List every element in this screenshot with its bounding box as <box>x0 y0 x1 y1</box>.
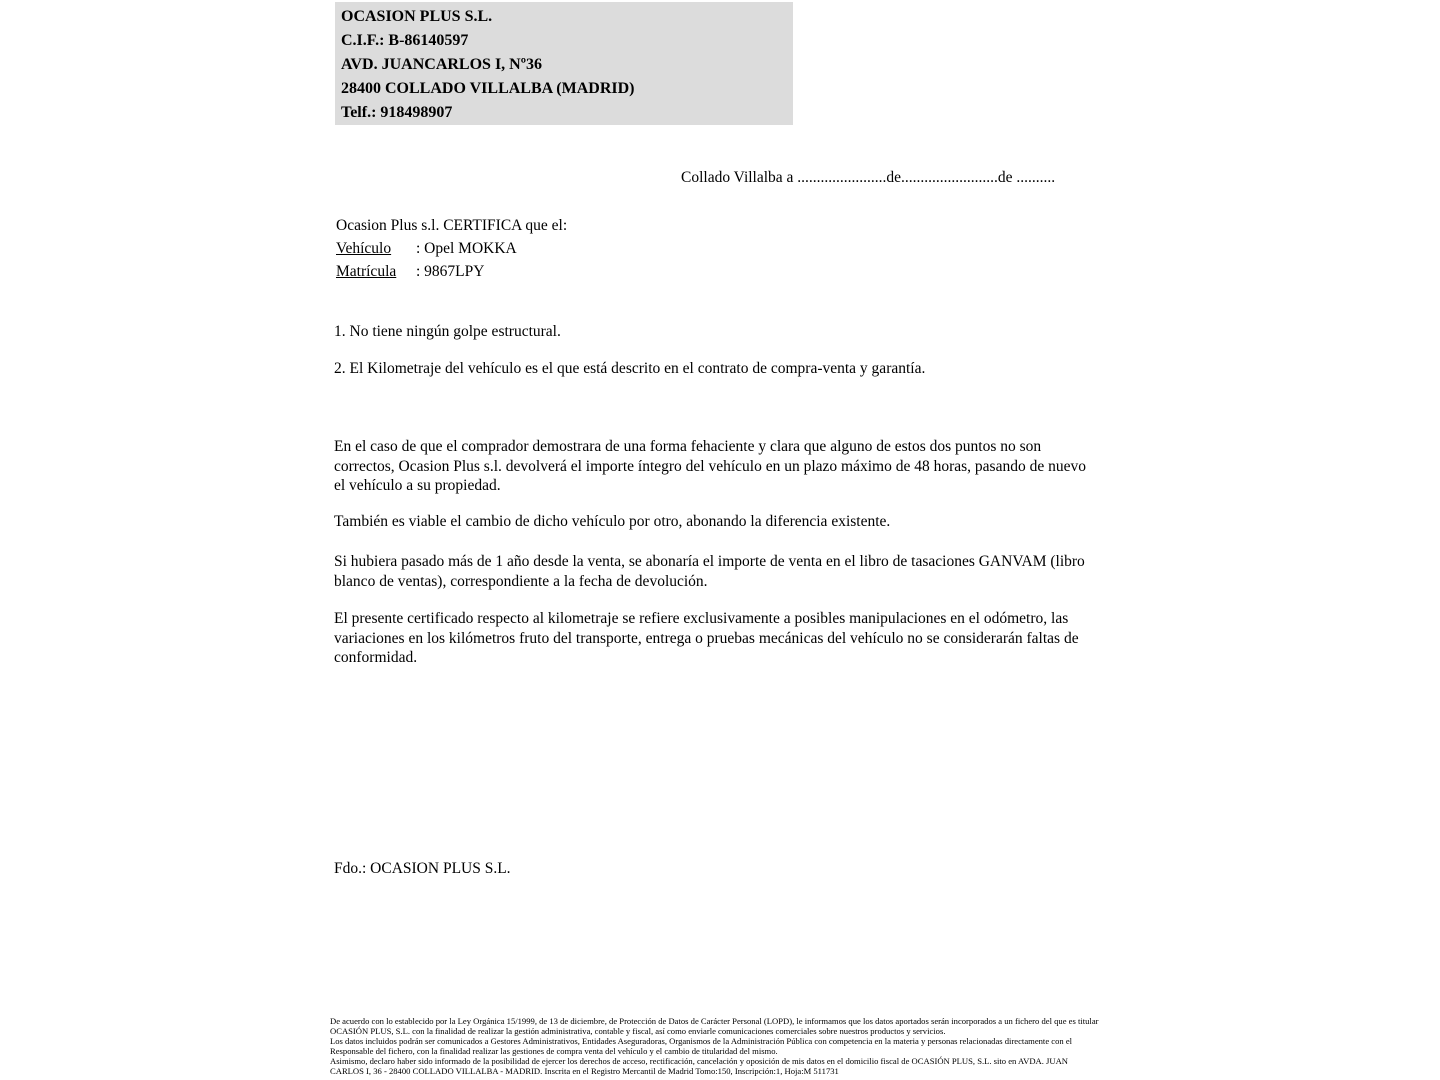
plate-label: Matrícula <box>336 263 397 280</box>
signature-line: Fdo.: OCASION PLUS S.L. <box>334 860 511 877</box>
paragraph-exchange: También es viable el cambio de dicho vehículo por otro, abonando la diferencia existente. <box>334 513 891 530</box>
company-name: OCASION PLUS S.L. <box>341 8 493 25</box>
certifica-block <box>336 214 567 283</box>
plate-value: : 9867LPY <box>416 263 485 280</box>
company-cif: C.I.F.: B-86140597 <box>341 32 469 49</box>
company-phone: Telf.: 918498907 <box>341 104 453 121</box>
date-line: Collado Villalba a .......................de.........................de .......... <box>681 169 1056 186</box>
point-2: 2. El Kilometraje del vehículo es el que está descrito en el contrato de compra-venta y garantía. <box>334 360 926 377</box>
legal-paragraph-rights: Asimismo, declaro haber sido informado de la posibilidad de ejercer los derechos de acceso, rectificación, cancelación y oposición de mis datos en el domicilio fiscal de OCASIÓN PLUS, S.L. sito en AVDA. JUAN CARLOS I, 36 - 28400 COLLADO VILLALBA - MADRID. Inscrita en el Registro Mercantil de Madrid Tomo:150, Inscripción:1, Hoja:M 511731 <box>330 1056 1069 1076</box>
paragraph-ganvam: Si hubiera pasado más de 1 año desde la venta, se abonaría el importe de venta en el libro de tasaciones GANVAM (libro blanco de ventas), correspondiente a la fecha de devolución. <box>334 553 1085 590</box>
legal-paragraph-data-sharing: Los datos incluidos podrán ser comunicados a Gestores Administrativos, Entidades Aseguradoras, Organismos de la Administración Pública con competencia en la materia y personas relacionadas directamente con el Responsable del fichero, con la finalidad realizar las gestiones de compra venta del vehículo y el cambio de titularidad del mismo. <box>330 1036 1073 1056</box>
vehicle-label: Vehículo <box>336 240 392 257</box>
company-city: 28400 COLLADO VILLALBA (MADRID) <box>341 80 635 97</box>
company-address: AVD. JUANCARLOS I, Nº36 <box>341 56 543 73</box>
legal-footer <box>330 1016 1102 1076</box>
vehicle-value: : Opel MOKKA <box>416 240 517 257</box>
legal-paragraph-lopd: De acuerdo con lo establecido por la Ley Orgánica 15/1999, de 13 de diciembre, de Protección de Datos de Carácter Personal (LOPD), le informamos que los datos aportados serán incorporados a un fichero del que es titular OCASIÓN PLUS, S.L. con la finalidad de realizar la gestión administrativa, contable y fiscal, así como enviarle comunicaciones comerciales sobre nuestros productos y servicios. <box>330 1016 1099 1036</box>
paragraph-refund: En el caso de que el comprador demostrara de una forma fehaciente y clara que alguno de estos dos puntos no son correctos, Ocasion Plus s.l. devolverá el importe íntegro del vehículo en un plazo máximo de 48 horas, pasando de nuevo el vehículo a su propiedad. <box>334 438 1086 494</box>
paragraph-odometer: El presente certificado respecto al kilometraje se refiere exclusivamente a posibles manipulaciones en el odómetro, las variaciones en los kilómetros fruto del transporte, entrega o pruebas mecánicas del vehículo no se considerarán faltas de conformidad. <box>334 610 1079 666</box>
plate-row <box>336 260 567 283</box>
vehicle-row <box>336 237 567 260</box>
point-1: 1. No tiene ningún golpe estructural. <box>334 323 561 340</box>
certifica-intro: Ocasion Plus s.l. CERTIFICA que el: <box>336 217 568 234</box>
company-header-box <box>335 2 793 125</box>
